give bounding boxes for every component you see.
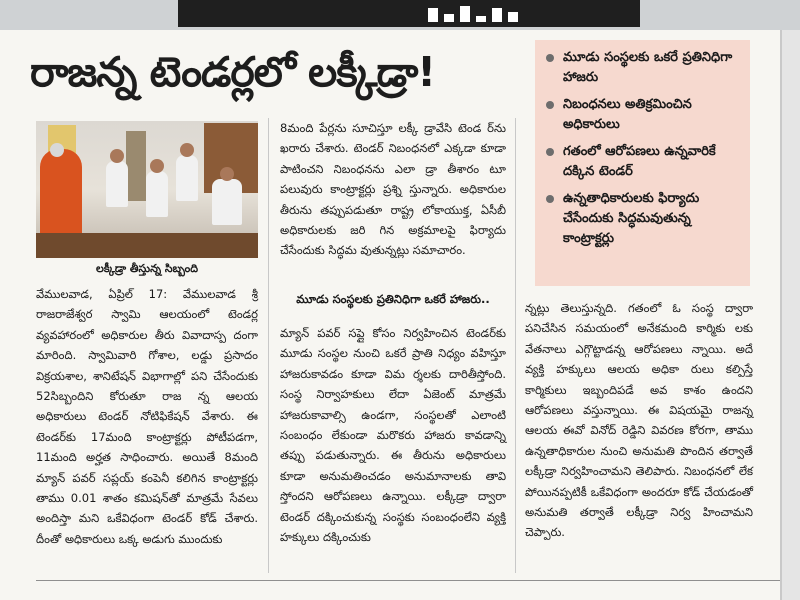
page-edge [780, 30, 800, 600]
highlight-text: గతంలో ఆరోపణలు ఉన్నవారికే దక్కిన టెండర్ [563, 144, 716, 179]
photo-person [106, 161, 128, 207]
bullet-dot-icon [546, 195, 554, 203]
column-divider [515, 118, 516, 573]
highlight-item [545, 142, 740, 182]
photo-priest-figure [40, 149, 82, 237]
highlight-text: ఉన్నతాధికారులకు ఫిర్యాదు చేసేందుకు సిద్ధమవుతున్న కాంట్రాక్టర్లు [563, 191, 700, 246]
bullet-dot-icon [546, 54, 554, 62]
photo-head [220, 167, 234, 181]
highlight-text: మూడు సంస్థలకు ఒకరే ప్రతినిధిగా హాజరు [563, 50, 733, 85]
bullet-dot-icon [546, 101, 554, 109]
photo-door [126, 131, 146, 201]
bullet-dot-icon [546, 148, 554, 156]
paragraph: మ్యాన్ పవర్ సప్లై కోసం నిర్వహించిన టెండర్‌కు మూడు సంస్థల నుంచి ఒకరే ప్రాతి నిధ్యం వహిస్తూ హాజరుకావడం కూడా విమ ర్శలకు దారితీస్తోంది. సంస్థ నిర్వాహకులు లేదా ఏజెంట్ మాత్రమే హాజరుకావాల్సి ఉండగా, సంస్థలతో ఎలాంటి సంబంధం లేకుండా మరొకరు హాజరు కావడాన్ని తప్పు పడుతున్నారు. ఈ తీరును అధికారులు కూడా అనుమతించడం అనుమానాలకు తావి స్తోందని ఆరోపణలు ఉన్నాయి. లక్కీడ్రా ద్వారా టెండర్ దక్కించుకున్న సంస్థకు సంబంధంలేని వ్యక్తి హక్కులు దక్కించుకు [280, 326, 506, 545]
highlight-item [545, 189, 740, 249]
photo-person [212, 179, 242, 225]
photo-person [176, 155, 198, 201]
photo-head [150, 159, 164, 173]
photo-head [50, 143, 64, 157]
photo-caption: లక్కీడ్రా తీస్తున్న సిబ్బంది [96, 262, 198, 275]
article-column-2 [280, 118, 506, 261]
headline: రాజన్న టెండర్లలో లక్కీడ్రా! [30, 48, 435, 96]
paragraph: వేములవాడ, ఏప్రిల్ 17: వేములవాడ శ్రీ రాజరాజేశ్వర స్వామి ఆలయంలో టెండర్ల వ్యవహారంలో అధికారుల తీరు వివాదాస్ప దంగా మారింది. స్వామివారి గోశాల, లడ్డు ప్రసాదం విక్రయశాల, శానిటేషన్ విభాగాల్లో పని చేసేందుకు 52సిబ్బందిని కోరుతూ రాజ న్న ఆలయ అధికారులు టెండర్ నోటిఫికేషన్ వేశారు. ఈ టెండర్‌కు 17మంది కాంట్రాక్టర్లు పోటీపడగా, 11మంది అర్హత సాధించారు. అయితే 8మంది మ్యాన్ పవర్ సప్లయ్ కంపెనీ కలిగిన కాంట్రాక్టర్లు తాము 0.01 శాతం కమిషన్‌తో మాత్రమే సేవలు అందిస్తా మని ఒకేవిధంగా టెండర్ కోడ్ చేశారు. దీంతో అధికారులు ఒక్క అడుగు ముందుకు [36, 287, 258, 546]
photo-table [36, 233, 258, 258]
highlight-text: నిబంధనలు అతిక్రమించిన అధికారులు [563, 97, 692, 132]
paragraph: న్నట్లు తెలుస్తున్నది. గతంలో ఓ సంస్థ ద్వారా పనిచేసిన సమయంలో అనేకమంది కార్మికు లకు వేతనాలు ఎగ్గొట్టాడన్న ఆరోపణలు న్నాయి. అదే వ్యక్తి హక్కులు ఆలయ అధికా రులు కల్పిస్తే కార్మికులు ఇబ్బందిపడే అవ కాశం ఉందని ఆరోపణలు వస్తున్నాయి. ఈ విషయమై రాజన్న ఆలయ ఈవో వినోద్‌ రెడ్డిని వివరణ కోరగా, తాము ఉన్నతాధికారుల నుంచి అనుమతి పొందిన తర్వాతే లక్కీడ్రా నిర్వహించామని తెలిపారు. నిబంధనలో లేక పోయినప్పటికీ ఒకేవిధంగా అందరూ కోడ్ చేయడంతో అనుమతి తర్వాతే లక్కీడ్రా నిర్వ హించామని చెప్పారు. [525, 301, 753, 540]
highlight-item [545, 95, 740, 135]
previous-headline-bar [178, 0, 640, 27]
subheading: మూడు సంస్థలకు ప్రతినిధిగా ఒకరే హాజరు.. [296, 292, 490, 306]
article-column-1 [36, 284, 258, 549]
column-divider [268, 118, 269, 573]
cut-off-glyphs [428, 2, 728, 22]
highlights-box [535, 40, 750, 286]
article-column-3 [525, 298, 753, 543]
paragraph: 8మంది పేర్లను సూచిస్తూ లక్కీ డ్రావేసి టెండ ర్‌ను ఖరారు చేశారు. టెండర్ నిబంధనలో ఎక్కడా కూడా పాటించని నిబంధనను ఎలా డ్రా తీశారం టూ పలువురు కాంట్రాక్టర్లు ప్రశ్ని స్తున్నారు. అధికారుల తీరును తప్పుపడుతూ రాష్ట్ర లోకాయుక్త, ఏసీబీ అధికారులకు జరి గిన అక్రమాలపై ఫిర్యాదు చేసేందుకు సిద్ధమ వుతున్నట్లు సమాచారం. [280, 121, 506, 258]
photo-head [110, 149, 124, 163]
photo-person [146, 171, 168, 217]
article-column-2-continued [280, 323, 506, 547]
photo-head [180, 143, 194, 157]
next-article-cut-headline [36, 586, 456, 600]
section-rule [36, 580, 780, 581]
highlight-item [545, 48, 740, 88]
news-photo [36, 121, 258, 258]
